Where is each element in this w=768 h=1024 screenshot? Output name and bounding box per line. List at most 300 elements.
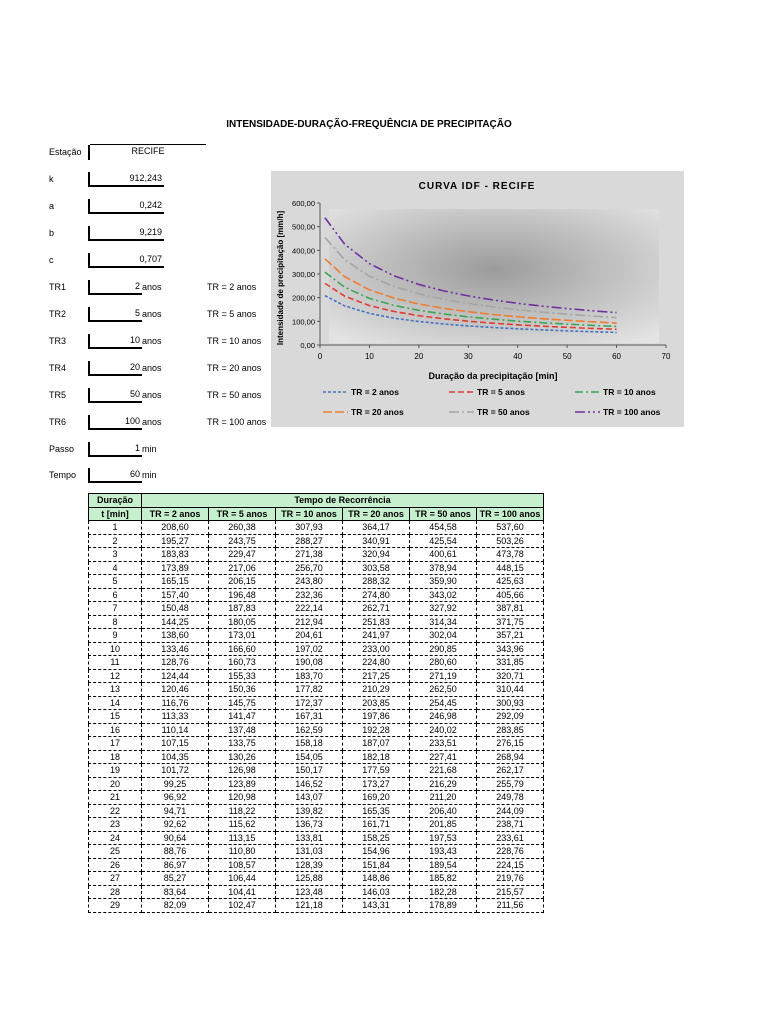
- intensity-cell: 190,08: [276, 656, 343, 670]
- duration-cell: 25: [89, 845, 142, 859]
- a-label: a: [49, 201, 55, 211]
- intensity-cell: 217,06: [209, 561, 276, 575]
- intensity-cell: 108,57: [209, 858, 276, 872]
- duration-cell: 22: [89, 804, 142, 818]
- table-row: [89, 872, 544, 886]
- intensity-cell: 106,44: [209, 872, 276, 886]
- y-tick-label: 500,00: [292, 222, 315, 232]
- intensity-cell: 251,83: [343, 615, 410, 629]
- table-row: [89, 615, 544, 629]
- table-row: [89, 602, 544, 616]
- y-tick-label: 300,00: [292, 270, 315, 279]
- intensity-cell: 271,38: [276, 548, 343, 562]
- intensity-cell: 303,58: [343, 561, 410, 575]
- intensity-cell: 158,25: [343, 831, 410, 845]
- table-row: [89, 534, 544, 548]
- table-row: [89, 642, 544, 656]
- intensity-cell: 110,80: [209, 845, 276, 859]
- intensity-cell: 139,82: [276, 804, 343, 818]
- y-tick-label: 0,00: [300, 341, 315, 350]
- tr-value-field[interactable]: 100: [88, 415, 142, 430]
- intensity-cell: 85,27: [142, 872, 209, 886]
- table-row: [89, 575, 544, 589]
- intensity-cell: 229,47: [209, 548, 276, 562]
- intensity-cell: 233,51: [410, 737, 477, 751]
- intensity-cell: 126,98: [209, 764, 276, 778]
- duration-cell: 18: [89, 750, 142, 764]
- estacao-underline: [90, 144, 206, 145]
- intensity-cell: 224,80: [343, 656, 410, 670]
- intensity-cell: 182,18: [343, 750, 410, 764]
- intensity-cell: 400,61: [410, 548, 477, 562]
- duration-cell: 20: [89, 777, 142, 791]
- passo-unit: min: [142, 444, 157, 454]
- x-tick-label: 40: [513, 352, 523, 361]
- passo-field[interactable]: 1: [88, 442, 142, 457]
- intensity-cell: 150,48: [142, 602, 209, 616]
- intensity-cell: 145,75: [209, 696, 276, 710]
- intensity-cell: 206,40: [410, 804, 477, 818]
- intensity-cell: 425,54: [410, 534, 477, 548]
- intensity-cell: 90,64: [142, 831, 209, 845]
- intensity-cell: 212,94: [276, 615, 343, 629]
- intensity-cell: 288,27: [276, 534, 343, 548]
- intensity-cell: 473,78: [477, 548, 544, 562]
- intensity-cell: 167,31: [276, 710, 343, 724]
- intensity-cell: 331,85: [477, 656, 544, 670]
- intensity-cell: 262,17: [477, 764, 544, 778]
- duration-cell: 12: [89, 669, 142, 683]
- intensity-cell: 387,81: [477, 602, 544, 616]
- intensity-cell: 177,82: [276, 683, 343, 697]
- intensity-cell: 405,66: [477, 588, 544, 602]
- table-row: [89, 629, 544, 643]
- estacao-field[interactable]: RECIFE: [88, 145, 206, 160]
- intensity-cell: 86,97: [142, 858, 209, 872]
- table-row: [89, 764, 544, 778]
- intensity-cell: 280,60: [410, 656, 477, 670]
- legend-label: TR = 20 anos: [351, 407, 404, 417]
- tr-column-header: TR = 10 anos: [276, 507, 343, 521]
- intensity-cell: 166,60: [209, 642, 276, 656]
- tr-label: TR2: [49, 309, 67, 319]
- intensity-cell: 233,00: [343, 642, 410, 656]
- intensity-cell: 310,44: [477, 683, 544, 697]
- intensity-cell: 150,17: [276, 764, 343, 778]
- table-row: [89, 669, 544, 683]
- intensity-cell: 173,01: [209, 629, 276, 643]
- tr-unit: anos: [142, 282, 162, 292]
- table-row: [89, 858, 544, 872]
- table-row: [89, 818, 544, 832]
- intensity-cell: 240,02: [410, 723, 477, 737]
- duration-cell: 21: [89, 791, 142, 805]
- intensity-cell: 503,26: [477, 534, 544, 548]
- intensity-cell: 211,56: [477, 899, 544, 913]
- x-tick-label: 60: [612, 352, 622, 361]
- intensity-cell: 120,98: [209, 791, 276, 805]
- duration-cell: 11: [89, 656, 142, 670]
- tempo-label: Tempo: [49, 470, 77, 480]
- intensity-cell: 150,36: [209, 683, 276, 697]
- tr-unit: anos: [142, 417, 162, 427]
- table-row: [89, 831, 544, 845]
- tr-value-field[interactable]: 2: [88, 280, 142, 295]
- intensity-cell: 99,25: [142, 777, 209, 791]
- intensity-cell: 244,09: [477, 804, 544, 818]
- intensity-cell: 241,97: [343, 629, 410, 643]
- intensity-cell: 260,38: [209, 521, 276, 535]
- intensity-cell: 187,83: [209, 602, 276, 616]
- intensity-cell: 288,32: [343, 575, 410, 589]
- intensity-cell: 292,09: [477, 710, 544, 724]
- intensity-cell: 238,71: [477, 818, 544, 832]
- intensity-cell: 192,28: [343, 723, 410, 737]
- intensity-cell: 189,54: [410, 858, 477, 872]
- intensity-cell: 141,47: [209, 710, 276, 724]
- intensity-cell: 195,27: [142, 534, 209, 548]
- intensity-cell: 243,75: [209, 534, 276, 548]
- duration-cell: 6: [89, 588, 142, 602]
- intensity-cell: 133,81: [276, 831, 343, 845]
- intensity-cell: 102,47: [209, 899, 276, 913]
- duration-cell: 4: [89, 561, 142, 575]
- legend-label: TR = 5 anos: [477, 387, 525, 397]
- duration-cell: 9: [89, 629, 142, 643]
- intensity-cell: 340,91: [343, 534, 410, 548]
- duration-cell: 26: [89, 858, 142, 872]
- intensity-cell: 94,71: [142, 804, 209, 818]
- intensity-cell: 271,19: [410, 669, 477, 683]
- tr-column-header: TR = 50 anos: [410, 507, 477, 521]
- intensity-cell: 300,93: [477, 696, 544, 710]
- duration-cell: 5: [89, 575, 142, 589]
- tr-description: TR = 2 anos: [207, 282, 257, 292]
- intensity-cell: 227,41: [410, 750, 477, 764]
- intensity-cell: 173,89: [142, 561, 209, 575]
- b-field[interactable]: 9,219: [88, 226, 164, 241]
- table-row: [89, 899, 544, 913]
- tr-column-header: TR = 20 anos: [343, 507, 410, 521]
- intensity-cell: 146,03: [343, 885, 410, 899]
- intensity-cell: 82,09: [142, 899, 209, 913]
- y-tick-label: 200,00: [292, 293, 315, 303]
- tr-unit: anos: [142, 363, 162, 373]
- legend-label: TR = 50 anos: [477, 407, 530, 417]
- intensity-cell: 136,73: [276, 818, 343, 832]
- intensity-cell: 201,85: [410, 818, 477, 832]
- intensity-cell: 302,04: [410, 629, 477, 643]
- intensity-cell: 128,39: [276, 858, 343, 872]
- chart-title: CURVA IDF - RECIFE: [418, 181, 536, 192]
- tr-column-header: TR = 5 anos: [209, 507, 276, 521]
- c-field[interactable]: 0,707: [88, 253, 164, 268]
- duration-cell: 13: [89, 683, 142, 697]
- intensity-cell: 154,96: [343, 845, 410, 859]
- x-tick-label: 0: [317, 352, 323, 361]
- intensity-cell: 178,89: [410, 899, 477, 913]
- duracao-header: Duração: [89, 494, 142, 508]
- intensity-cell: 115,62: [209, 818, 276, 832]
- intensity-cell: 537,60: [477, 521, 544, 535]
- table-row: [89, 723, 544, 737]
- intensity-cell: 133,75: [209, 737, 276, 751]
- intensity-cell: 219,76: [477, 872, 544, 886]
- intensity-cell: 208,60: [142, 521, 209, 535]
- legend-label: TR = 2 anos: [351, 387, 399, 397]
- tr-description: TR = 50 anos: [207, 390, 262, 400]
- intensity-cell: 124,44: [142, 669, 209, 683]
- table-row: [89, 750, 544, 764]
- intensity-cell: 290,85: [410, 642, 477, 656]
- table-row: [89, 791, 544, 805]
- intensity-cell: 161,71: [343, 818, 410, 832]
- intensity-cell: 343,96: [477, 642, 544, 656]
- y-axis-label: Intensidade de precipitação [mm/h]: [276, 210, 285, 346]
- intensity-cell: 233,61: [477, 831, 544, 845]
- intensity-cell: 165,35: [343, 804, 410, 818]
- intensity-cell: 232,36: [276, 588, 343, 602]
- intensity-cell: 104,35: [142, 750, 209, 764]
- tr-description: TR = 100 anos: [207, 417, 267, 427]
- x-tick-label: 30: [463, 352, 473, 361]
- passo-label: Passo: [49, 444, 75, 454]
- intensity-cell: 101,72: [142, 764, 209, 778]
- intensity-cell: 243,80: [276, 575, 343, 589]
- intensity-cell: 371,75: [477, 615, 544, 629]
- tr-label: TR6: [49, 417, 67, 427]
- tr-unit: anos: [142, 309, 162, 319]
- intensity-cell: 146,52: [276, 777, 343, 791]
- k-label: k: [49, 174, 54, 184]
- intensity-cell: 162,59: [276, 723, 343, 737]
- duration-cell: 15: [89, 710, 142, 724]
- intensity-cell: 107,15: [142, 737, 209, 751]
- intensity-cell: 307,93: [276, 521, 343, 535]
- intensity-cell: 121,18: [276, 899, 343, 913]
- intensity-cell: 215,57: [477, 885, 544, 899]
- intensity-cell: 113,15: [209, 831, 276, 845]
- tr-value-field[interactable]: 10: [88, 334, 142, 349]
- tr-value-field[interactable]: 20: [88, 361, 142, 376]
- idf-chart-svg: [271, 171, 684, 427]
- intensity-cell: 197,53: [410, 831, 477, 845]
- intensity-cell: 320,71: [477, 669, 544, 683]
- intensity-cell: 118,22: [209, 804, 276, 818]
- duration-cell: 27: [89, 872, 142, 886]
- duration-cell: 16: [89, 723, 142, 737]
- tr-value-field[interactable]: 5: [88, 307, 142, 322]
- y-tick-label: 600,00: [292, 199, 315, 208]
- intensity-cell: 185,82: [410, 872, 477, 886]
- table-row: [89, 710, 544, 724]
- x-tick-label: 10: [364, 352, 374, 361]
- x-tick-label: 20: [414, 352, 424, 361]
- duration-cell: 19: [89, 764, 142, 778]
- intensity-cell: 160,73: [209, 656, 276, 670]
- table-row: [89, 683, 544, 697]
- intensity-cell: 143,07: [276, 791, 343, 805]
- intensity-cell: 144,25: [142, 615, 209, 629]
- y-tick-label: 100,00: [292, 317, 315, 327]
- intensity-cell: 216,29: [410, 777, 477, 791]
- intensity-cell: 204,61: [276, 629, 343, 643]
- table-row: [89, 885, 544, 899]
- duration-cell: 2: [89, 534, 142, 548]
- intensity-cell: 255,79: [477, 777, 544, 791]
- tr-description: TR = 20 anos: [207, 363, 262, 373]
- intensity-cell: 196,48: [209, 588, 276, 602]
- intensity-cell: 425,63: [477, 575, 544, 589]
- intensity-cell: 256,70: [276, 561, 343, 575]
- table-row: [89, 804, 544, 818]
- group-header: Tempo de Recorrência: [142, 494, 544, 508]
- duration-cell: 14: [89, 696, 142, 710]
- tr-value-field[interactable]: 50: [88, 388, 142, 403]
- intensity-cell: 125,88: [276, 872, 343, 886]
- tr-column-header: TR = 100 anos: [477, 507, 544, 521]
- table-row: [89, 656, 544, 670]
- intensity-cell: 123,89: [209, 777, 276, 791]
- tr-label: TR1: [49, 282, 67, 292]
- tr-unit: anos: [142, 390, 162, 400]
- intensity-cell: 448,15: [477, 561, 544, 575]
- table-row: [89, 588, 544, 602]
- duration-cell: 8: [89, 615, 142, 629]
- intensity-cell: 249,78: [477, 791, 544, 805]
- intensity-cell: 120,46: [142, 683, 209, 697]
- table-row: [89, 845, 544, 859]
- intensity-cell: 128,76: [142, 656, 209, 670]
- intensity-cell: 210,29: [343, 683, 410, 697]
- duration-cell: 17: [89, 737, 142, 751]
- idf-chart: [271, 171, 684, 427]
- intensity-cell: 133,46: [142, 642, 209, 656]
- intensity-cell: 158,18: [276, 737, 343, 751]
- intensity-cell: 116,76: [142, 696, 209, 710]
- intensity-cell: 138,60: [142, 629, 209, 643]
- k-field[interactable]: 912,243: [88, 172, 164, 187]
- tr-column-header: TR = 2 anos: [142, 507, 209, 521]
- intensity-cell: 268,94: [477, 750, 544, 764]
- intensity-cell: 378,94: [410, 561, 477, 575]
- duration-cell: 24: [89, 831, 142, 845]
- intensity-cell: 110,14: [142, 723, 209, 737]
- intensity-cell: 274,80: [343, 588, 410, 602]
- intensity-cell: 276,15: [477, 737, 544, 751]
- intensity-cell: 187,07: [343, 737, 410, 751]
- intensity-cell: 364,17: [343, 521, 410, 535]
- intensity-cell: 172,37: [276, 696, 343, 710]
- intensity-cell: 327,92: [410, 602, 477, 616]
- intensity-cell: 206,15: [209, 575, 276, 589]
- intensity-cell: 169,20: [343, 791, 410, 805]
- intensity-cell: 155,33: [209, 669, 276, 683]
- x-axis-label: Duração da precipitação [min]: [428, 371, 558, 381]
- intensity-cell: 83,64: [142, 885, 209, 899]
- intensity-cell: 177,59: [343, 764, 410, 778]
- intensity-cell: 359,90: [410, 575, 477, 589]
- duration-cell: 1: [89, 521, 142, 535]
- intensity-cell: 183,70: [276, 669, 343, 683]
- intensity-cell: 113,33: [142, 710, 209, 724]
- idf-table: [88, 493, 544, 913]
- intensity-cell: 151,84: [343, 858, 410, 872]
- intensity-cell: 96,92: [142, 791, 209, 805]
- intensity-cell: 104,41: [209, 885, 276, 899]
- intensity-cell: 137,48: [209, 723, 276, 737]
- duration-cell: 7: [89, 602, 142, 616]
- tr-description: TR = 10 anos: [207, 336, 262, 346]
- c-label: c: [49, 255, 54, 265]
- intensity-cell: 131,03: [276, 845, 343, 859]
- intensity-cell: 143,31: [343, 899, 410, 913]
- tr-unit: anos: [142, 336, 162, 346]
- table-row: [89, 777, 544, 791]
- x-tick-label: 50: [562, 352, 572, 361]
- intensity-cell: 262,71: [343, 602, 410, 616]
- intensity-cell: 222,14: [276, 602, 343, 616]
- intensity-cell: 157,40: [142, 588, 209, 602]
- x-tick-label: 70: [661, 352, 671, 361]
- intensity-cell: 180,05: [209, 615, 276, 629]
- duration-cell: 3: [89, 548, 142, 562]
- tr-label: TR5: [49, 390, 67, 400]
- intensity-cell: 357,21: [477, 629, 544, 643]
- intensity-cell: 217,25: [343, 669, 410, 683]
- intensity-cell: 228,76: [477, 845, 544, 859]
- tempo-field[interactable]: 60: [88, 468, 142, 483]
- intensity-cell: 197,86: [343, 710, 410, 724]
- intensity-cell: 246,98: [410, 710, 477, 724]
- t-min-header: t [min]: [89, 507, 142, 521]
- a-field[interactable]: 0,242: [88, 199, 164, 214]
- intensity-cell: 262,50: [410, 683, 477, 697]
- intensity-cell: 254,45: [410, 696, 477, 710]
- duration-cell: 29: [89, 899, 142, 913]
- duration-cell: 10: [89, 642, 142, 656]
- intensity-cell: 182,28: [410, 885, 477, 899]
- intensity-cell: 203,85: [343, 696, 410, 710]
- intensity-cell: 123,48: [276, 885, 343, 899]
- intensity-cell: 154,05: [276, 750, 343, 764]
- intensity-cell: 211,20: [410, 791, 477, 805]
- intensity-cell: 130,26: [209, 750, 276, 764]
- y-tick-label: 400,00: [292, 246, 315, 256]
- duration-cell: 28: [89, 885, 142, 899]
- intensity-cell: 224,15: [477, 858, 544, 872]
- intensity-cell: 283,85: [477, 723, 544, 737]
- legend-label: TR = 100 anos: [603, 407, 661, 417]
- intensity-cell: 314,34: [410, 615, 477, 629]
- intensity-cell: 173,27: [343, 777, 410, 791]
- tempo-unit: min: [142, 470, 157, 480]
- intensity-cell: 92,62: [142, 818, 209, 832]
- duration-cell: 23: [89, 818, 142, 832]
- intensity-cell: 88,76: [142, 845, 209, 859]
- tr-label: TR4: [49, 363, 67, 373]
- b-label: b: [49, 228, 55, 238]
- estacao-label: Estação: [49, 147, 82, 157]
- intensity-cell: 454,58: [410, 521, 477, 535]
- intensity-cell: 165,15: [142, 575, 209, 589]
- intensity-cell: 221,68: [410, 764, 477, 778]
- page-title: INTENSIDADE-DURAÇÃO-FREQUÊNCIA DE PRECIPITAÇÃO: [226, 119, 512, 130]
- table-row: [89, 548, 544, 562]
- intensity-cell: 193,43: [410, 845, 477, 859]
- legend-label: TR = 10 anos: [603, 387, 656, 397]
- intensity-cell: 183,83: [142, 548, 209, 562]
